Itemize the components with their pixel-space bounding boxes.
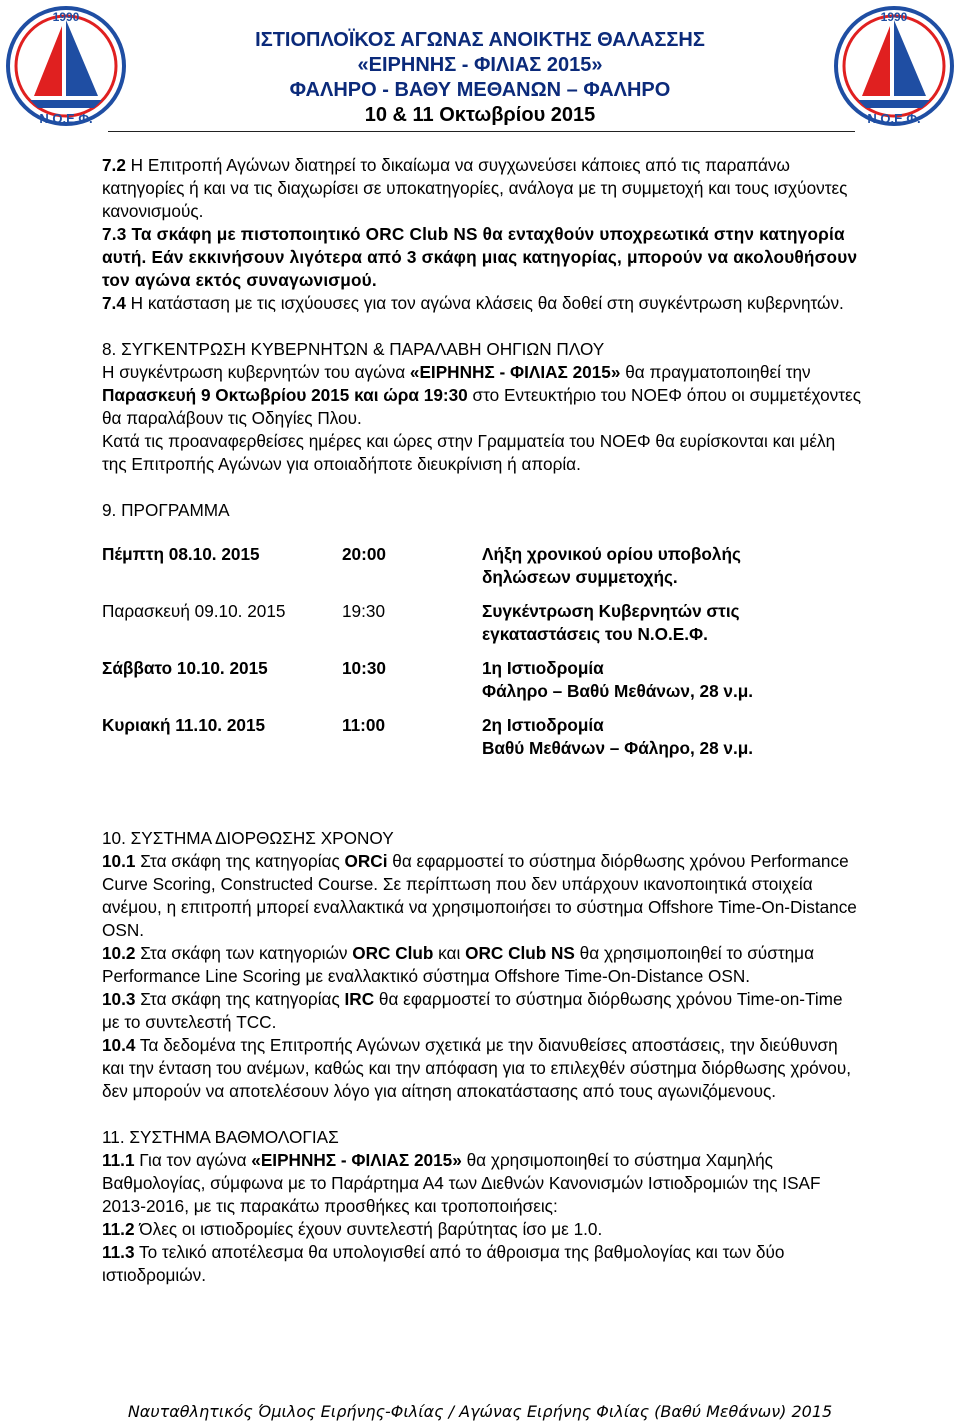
paragraph-10-2 (102, 942, 862, 988)
text-span: Στα σκάφη των κατηγοριών (135, 943, 353, 963)
clause-number: 11.3 (102, 1242, 135, 1262)
schedule-time: 10:30 (342, 658, 386, 678)
paragraph-7-4 (102, 292, 862, 315)
schedule-day: Κυριακή 11.10. 2015 (102, 715, 266, 735)
text-span: Η συγκέντρωση κυβερνητών του αγώνα (102, 362, 410, 382)
schedule-time: 19:30 (342, 601, 386, 621)
schedule-table (102, 543, 862, 760)
document-header (150, 28, 810, 128)
clause-number: 10.1 (102, 851, 136, 871)
text-span: θα χρησιμοποιηθεί το σύστημα Χαμηλής Βαθμολογίας, σύμφωνα με το Παράρτημα Α4 των Διεθνών Κανονισμών Ιστιοδρομιών της ISAF 2013-2016, με τις παρακάτω προσθήκες και τροποποιήσεις: (102, 1150, 821, 1216)
text-span: Το τελικό αποτέλεσμα θα υπολογισθεί από το άθροισμα της βαθμολογίας και των δύο ιστιοδρομιών. (102, 1242, 785, 1285)
section-8-title: 8. ΣΥΓΚΕΝΤΡΩΣΗ ΚΥΒΕΡΝΗΤΩΝ & ΠΑΡΑΛΑΒΗ ΟΗΓΙΩΝ ΠΛΟΥ (102, 339, 605, 359)
clause-text: Η κατάσταση με τις ισχύουσες για τον αγώνα κλάσεις θα δοθεί στη συγκέντρωση κυβερνητών. (125, 293, 844, 313)
schedule-day: Παρασκευή 09.10. 2015 (102, 601, 286, 621)
header-event: «ΕΙΡΗΝΗΣ - ΦΙΛΙΑΣ 2015» (357, 54, 603, 76)
class-name: ORC Club (352, 943, 434, 963)
clause-number: 11.1 (102, 1150, 135, 1170)
logo-year: 1990 (52, 10, 80, 24)
paragraph-11-3 (102, 1241, 862, 1287)
schedule-event (482, 600, 862, 646)
schedule-day: Πέμπτη 08.10. 2015 (102, 544, 260, 564)
text-span: θα εφαρμοστεί το σύστημα διόρθωσης χρόνου Performance Curve Scoring, Constructed Course. Σε περίπτωση που δεν υπάρχουν ικανοποιητικά στοιχεία ανέμου, η επιτροπή μπορεί εναλλακτικά να χρησιμοποιήσει το σύστημα Offshore Time-On-Distance OSN. (102, 851, 857, 940)
schedule-time: 20:00 (342, 544, 386, 564)
schedule-day: Σάββατο 10.10. 2015 (102, 658, 268, 678)
text-span: Στα σκάφη της κατηγορίας (135, 851, 345, 871)
noef-logo-right (832, 4, 956, 128)
paragraph-11-2 (102, 1218, 862, 1241)
class-name: ORC Club NS (465, 943, 575, 963)
section-9-title: 9. ΠΡΟΓΡΑΜΜΑ (102, 500, 230, 520)
text-span: θα εφαρμοστεί το σύστημα διόρθωσης χρόνου Time-on-Time με το συντελεστή TCC. (102, 989, 843, 1032)
text-span: Για τον αγώνα (134, 1150, 252, 1170)
schedule-event-line: 1η Ιστιοδρομία (482, 658, 604, 678)
section-10-title: 10. ΣΥΣΤΗΜΑ ΔΙΟΡΘΩΣΗΣ ΧΡΟΝΟΥ (102, 828, 394, 848)
clause-number: 10.2 (102, 943, 136, 963)
paragraph-11-1 (102, 1149, 862, 1218)
schedule-row (102, 657, 862, 703)
paragraph-10-3 (102, 988, 862, 1034)
clause-number: 10.4 (102, 1035, 136, 1055)
paragraph-10-1 (102, 850, 862, 942)
schedule-event (482, 543, 862, 589)
logo-org: Ν.Ο.Ε.Φ. (39, 111, 93, 126)
schedule-time: 11:00 (342, 715, 386, 735)
logo-year: 1990 (880, 10, 908, 24)
schedule-event-line: δηλώσεων συμμετοχής. (482, 567, 678, 587)
header-date: 10 & 11 Οκτωβρίου 2015 (364, 104, 596, 126)
header-divider (108, 131, 855, 132)
clause-text: Η Επιτροπή Αγώνων διατηρεί το δικαίωμα να συγχωνεύσει κάποιες από τις παραπάνω κατηγορίες ή και να τις διαχωρίσει σε υποκατηγορίες, ανάλογα με τη συμμετοχή και τους ισχύοντες κανονισμούς. (102, 155, 848, 221)
schedule-event-line: Βαθύ Μεθάνων – Φάληρο, 28 ν.μ. (482, 738, 754, 758)
logo-org: Ν.Ο.Ε.Φ. (867, 111, 921, 126)
text-span: θα χρησιμοποιηθεί το σύστημα Performance Line Scoring με εναλλακτικό σύστημα Offshore Time-On-Distance OSN. (102, 943, 815, 986)
page-footer: Ναυταθλητικός Όμιλος Ειρήνης-Φιλίας / Αγώνας Ειρήνης Φιλίας (Βαθύ Μεθάνων) 2015 (127, 1402, 833, 1421)
clause-number: 7.3 (102, 224, 127, 244)
class-name: ORCi (344, 851, 388, 871)
text-span: θα πραγματοποιηθεί την (620, 362, 811, 382)
schedule-row (102, 714, 862, 760)
schedule-row (102, 543, 862, 589)
schedule-event-line: 2η Ιστιοδρομία (482, 715, 604, 735)
text-span: Τα δεδομένα της Επιτροπής Αγώνων σχετικά με την διανυθείσες αποστάσεις, την διεύθυνση και την ένταση του ανέμων, καθώς και την απόφαση για το επιλεχθέν σύστημα διόρθωσης χρόνου, δεν μπορούν να αποτελέσουν λόγο για αίτηση αποκατάστασης από τους αγωνιζόμενους. (102, 1035, 852, 1101)
clause-number: 10.3 (102, 989, 136, 1009)
text-span: Στα σκάφη της κατηγορίας (135, 989, 345, 1009)
clause-text: Τα σκάφη με πιστοποιητικό ORC Club NS θα ενταχθούν υποχρεωτικά στην κατηγορία αυτή. Εάν εκκινήσουν λιγότερα από 3 σκάφη μιας κατηγορίας, μπορούν να ακολουθήσουν τον αγώνα εκτός συναγωνισμού. (102, 224, 858, 290)
schedule-event-line: Φάληρο – Βαθύ Μεθάνων, 28 ν.μ. (482, 681, 754, 701)
header-route: ΦΑΛΗΡΟ - ΒΑΘΥ ΜΕΘΑΝΩΝ – ΦΑΛΗΡΟ (289, 79, 671, 101)
event-name: «ΕΙΡΗΝΗΣ - ΦΙΛΙΑΣ 2015» (251, 1150, 462, 1170)
schedule-event (482, 657, 862, 703)
paragraph-7-3 (102, 223, 862, 292)
class-name: IRC (344, 989, 375, 1009)
clause-number: 11.2 (102, 1219, 135, 1239)
header-title: ΙΣΤΙΟΠΛΟΪΚΟΣ ΑΓΩΝΑΣ ΑΝΟΙΚΤΗΣ ΘΑΛΑΣΣΗΣ (255, 29, 705, 51)
schedule-event-line: Λήξη χρονικού ορίου υποβολής (482, 544, 741, 564)
clause-number: 7.4 (102, 293, 126, 313)
schedule-row (102, 600, 862, 646)
schedule-event-line: εγκαταστάσεις του Ν.Ο.Ε.Φ. (482, 624, 708, 644)
event-name: «ΕΙΡΗΝΗΣ - ΦΙΛΙΑΣ 2015» (409, 362, 621, 382)
section-11-title: 11. ΣΥΣΤΗΜΑ ΒΑΘΜΟΛΟΓΙΑΣ (102, 1127, 339, 1147)
meeting-datetime: Παρασκευή 9 Οκτωβρίου 2015 και ώρα 19:30 (102, 385, 468, 405)
schedule-event-line: Συγκέντρωση Κυβερνητών στις (482, 601, 740, 621)
section-8-body (102, 361, 862, 430)
text-span: στο Εντευκτήριο του ΝΟΕΦ όπου οι συμμετέχοντες θα παραλάβουν τις Οδηγίες Πλου. (102, 385, 861, 428)
schedule-event (482, 714, 862, 760)
text-span: Όλες οι ιστιοδρομίες έχουν συντελεστή βαρύτητας ίσο με 1.0. (134, 1219, 603, 1239)
clause-number: 7.2 (102, 155, 126, 175)
noef-logo-left (4, 4, 128, 128)
paragraph-7-2 (102, 154, 862, 223)
section-8-note: Κατά τις προαναφερθείσες ημέρες και ώρες στην Γραμματεία του ΝΟΕΦ θα ευρίσκονται και μέλη της Επιτροπής Αγώνων για οποιαδήποτε διευκρίνιση ή απορία. (102, 431, 836, 474)
document-body (102, 154, 862, 1287)
paragraph-10-4 (102, 1034, 862, 1103)
text-span: και (433, 943, 466, 963)
